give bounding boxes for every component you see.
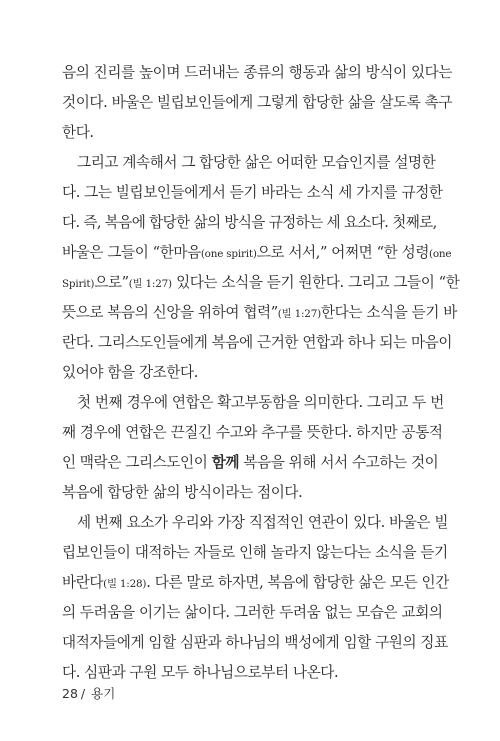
text-line: 립보인들이 대적하는 자들로 인해 놀라지 않는다는 소식을 듣기 <box>62 544 448 561</box>
text-line: 세 번째 요소가 우리와 가장 직접적인 연관이 있다. 바울은 빌 <box>77 514 449 531</box>
page-number: 28 <box>62 686 78 701</box>
book-title: 용기 <box>91 686 116 701</box>
text-line: 있어야 함을 강조한다. <box>62 364 198 381</box>
text-line: 다. 그는 빌립보인들에게서 듣기 바라는 소식 세 가지를 규정한 <box>62 184 443 201</box>
text-line: 째 경우에 연합은 끈질긴 수고와 추구를 뜻한다. 하지만 공통적 <box>62 424 443 441</box>
text-line: 의 두려움을 이기는 삶이다. 그러한 두려움 없는 모습은 교회의 <box>62 604 443 621</box>
text-segment: 인 맥락은 그리스도인이 <box>62 454 212 471</box>
text-segment: 복음을 위해 서서 수고하는 것이 <box>239 454 439 471</box>
text-segment: 있다는 소식을 듣기 원한다. 그리고 그들이 “한 <box>171 274 460 291</box>
text-line: 복음에 합당한 삶의 방식이라는 점이다. <box>62 484 303 501</box>
text-line <box>62 238 452 268</box>
emphasis-text: 함께 <box>211 454 240 471</box>
scripture-reference: (빌 1:27) <box>277 308 321 320</box>
text-line <box>62 298 457 328</box>
text-segment: 바울은 그들이 “한마음 <box>62 244 201 261</box>
text-segment: 바란다 <box>62 574 104 591</box>
inline-gloss: (one <box>429 248 452 260</box>
text-line: 대적자들에게 임할 심판과 하나님의 백성에게 임할 구원의 징표 <box>62 634 448 651</box>
text-segment: 으로” <box>94 274 129 291</box>
text-line <box>62 568 449 598</box>
footer-separator: / <box>80 686 86 701</box>
text-line: 음의 진리를 높이며 드러내는 종류의 행동과 삶의 방식이 있다는 <box>62 64 453 81</box>
text-segment: . 다른 말로 하자면, 복음에 합당한 삶은 모든 인간 <box>146 574 449 591</box>
text-line: 첫 번째 경우에 연합은 확고부동함을 의미한다. 그리고 두 번 <box>77 394 444 411</box>
scripture-reference: (빌 1:28) <box>103 578 147 590</box>
text-line <box>62 448 440 478</box>
page-footer <box>62 684 115 702</box>
text-line: 다. 심판과 구원 모두 하나님으로부터 나온다. <box>62 664 339 681</box>
inline-gloss: Spirit) <box>62 278 95 290</box>
text-segment: 으로 서서,” 어쩌면 “한 성령 <box>256 244 430 261</box>
text-segment: 뜻으로 복음의 신앙을 위하여 협력” <box>62 304 278 321</box>
text-line: 그리고 계속해서 그 합당한 삶은 어떠한 모습인지를 설명한 <box>77 154 436 171</box>
text-segment: 한다는 소식을 듣기 바 <box>320 304 457 321</box>
body-text <box>62 58 460 688</box>
text-line: 란다. 그리스도인들에게 복음에 근거한 연합과 하나 되는 마음이 <box>62 334 453 351</box>
text-line: 다. 즉, 복음에 합당한 삶의 방식을 규정하는 세 요소다. 첫째로, <box>62 214 437 231</box>
text-line: 것이다. 바울은 빌립보인들에게 그렇게 합당한 삶을 살도록 촉구 <box>62 94 453 111</box>
scripture-reference: (빌 1:27) <box>128 278 172 290</box>
inline-gloss: (one spirit) <box>200 248 257 260</box>
text-line: 한다. <box>62 124 94 141</box>
text-line <box>62 268 460 298</box>
